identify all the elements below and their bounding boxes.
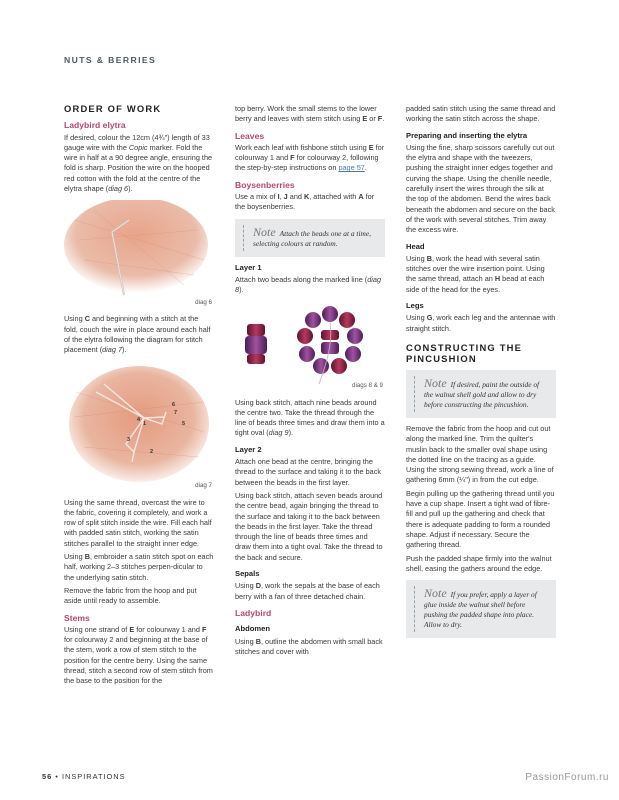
note-label: Note xyxy=(424,375,447,390)
diagrams-8-9-image xyxy=(235,302,385,394)
layer-2-paragraph-1: Attach one bead at the centre, bringing the thread to the surface and taking it to the back between the beads in the first layer. xyxy=(235,457,382,487)
layer-1-heading: Layer 1 xyxy=(235,262,262,272)
column-1 xyxy=(64,104,214,690)
layer-2-paragraph-2: Using back stitch, attach seven beads around the centre bead, again bringing the thread to the surface and taking it to the back between the beads in the first layer. Take the thread through the line of beads three times and draw them into a tight oval. Take the thread to the back and secure. xyxy=(235,490,383,562)
order-of-work-heading: ORDER OF WORK xyxy=(64,103,162,114)
construct-paragraph-1: Remove the fabric from the hoop and cut out along the marked line. Trim the quilter's muslin back to the smaller oval shape using the dotted line on the tracing as a guide. Using the strong sewing thread, work a line of gathering 6mm (¼") in from the cut edge. xyxy=(406,423,554,485)
abdomen-heading: Abdomen xyxy=(235,624,271,634)
leaves-paragraph: Work each leaf with fishbone stitch using E for colourway 1 and F for colourway 2, following the step-by-step instructions on page 57. xyxy=(235,142,385,173)
sepals-paragraph: Using D, work the sepals at the base of each berry with a fan of three detached chain. xyxy=(235,581,380,601)
stems-continued-paragraph: top berry. Work the small stems to the lower berry and leaves with stem stitch using E or F. xyxy=(235,104,385,124)
layer-2-heading: Layer 2 xyxy=(235,444,262,454)
note-paint-shell xyxy=(406,370,556,418)
stems-paragraph: Using one strand of E for colourway 1 and F for colourway 2 and beginning at the base of the stem, work a row of stem stitch to the position for the centre berry. Using the same thread, stitch a second row of stem stitch from the base to the position for the xyxy=(64,624,213,686)
note-text: If you prefer, apply a layer of glue inside the walnut shell before pushing the padded shape into place. Allow to dry. xyxy=(424,590,537,630)
stems-heading: Stems xyxy=(64,612,90,623)
diagrams-8-9 xyxy=(235,302,385,394)
diagram-6-image xyxy=(64,200,214,310)
head-heading: Head xyxy=(406,241,425,251)
boysenberries-paragraph: Use a mix of I, J and K, attached with A for the boysenberries. xyxy=(235,192,375,212)
column-3 xyxy=(406,104,556,644)
page-footer xyxy=(42,772,126,781)
satin-spot-paragraph: Using B, embroider a satin stitch spot on each half, working 2–3 stitches perpen-dicular to the underlying satin stitch. xyxy=(64,552,214,582)
overcast-paragraph: Using the same thread, overcast the wire to the fabric, covering it completely, and work a row of split stitch inside the wire. Fill each half with padded satin stitch, working the satin stitches parallel to the straight inner edge. xyxy=(64,497,212,548)
note-attach-beads xyxy=(235,219,385,257)
footer-separator: • xyxy=(55,772,59,781)
watermark: PassionForum.ru xyxy=(525,772,609,783)
note-text: If desired, paint the outside of the walnut shell gold and allow to dry before constructing the pincushion. xyxy=(424,379,540,409)
diagram-7-number-6: 6 xyxy=(172,401,176,408)
layer-1-paragraph: Attach two beads along the marked line (diag 8). xyxy=(235,274,382,295)
diagram-7-number-2: 2 xyxy=(150,448,154,455)
page-57-link[interactable]: page 57 xyxy=(338,163,365,173)
note-label: Note xyxy=(424,586,447,601)
note-glue xyxy=(406,580,556,638)
diagrams-8-9-caption: diags 8 & 9 xyxy=(352,382,383,390)
ladybird-heading: Ladybird xyxy=(235,607,272,618)
column-2 xyxy=(235,104,385,660)
constructing-heading: CONSTRUCTING THE PINCUSHION xyxy=(406,341,523,364)
diagram-8-beads xyxy=(245,324,267,364)
legs-paragraph: Using G, work each leg and the antennae with straight stitch. xyxy=(406,313,556,333)
diagram-7-image xyxy=(64,362,214,494)
elytra-paragraph: If desired, colour the 12cm (4¾") length of 33 gauge wire with the Copic marker. Fold the wire in half at a 90 degree angle, ensuring the fold is sharp. Position the wire on the hooped red cotton with the fold at the centre of the elytra shape (diag 6). xyxy=(64,132,213,194)
diagram-7-number-3: 3 xyxy=(127,436,131,443)
note-label: Note xyxy=(253,224,276,239)
preparing-elytra-heading: Preparing and inserting the elytra xyxy=(406,130,528,140)
preparing-elytra-paragraph: Using the fine, sharp scissors carefully cut out the elytra and shape with the tweezers, pushing the straight inner edges together and curving the shape. Using the chenille needle, carefully insert the wires through the silk at the top of the abdomen. Bend the wires back beneath the abdomen and secure on the back of the work with several stitches. Trim away the excess wire. xyxy=(406,142,555,235)
leaves-heading: Leaves xyxy=(235,130,265,141)
construct-paragraph-3: Push the padded shape firmly into the walnut shell, easing the gathers around the edge. xyxy=(406,553,552,573)
remove-fabric-paragraph: Remove the fabric from the hoop and put aside until ready to assemble. xyxy=(64,585,197,606)
couch-paragraph: Using C and beginning with a stitch at the fold, couch the wire in place around each half of the elytra following the diagram for stitch placement (diag 7). xyxy=(64,314,211,355)
diagram-7-caption: diag 7 xyxy=(195,482,212,490)
construct-paragraph-2: Begin pulling up the gathering thread until you have a cup shape. Insert a tight wad of fibre-fill and pull up the gathering and check that there is adequate padding to form a rounded shape. Adjust if necessary. Secure the gathering thread. xyxy=(406,488,555,550)
diagram-7-number-7: 7 xyxy=(174,409,178,416)
diagram-7-number-1: 1 xyxy=(143,420,147,427)
legs-heading: Legs xyxy=(406,301,424,311)
running-head: NUTS & BERRIES xyxy=(64,55,157,65)
diagram-7-number-4: 4 xyxy=(137,416,141,423)
footer-section: INSPIRATIONS xyxy=(61,772,126,781)
boysenberries-heading: Boysenberries xyxy=(235,179,295,190)
diagram-6 xyxy=(64,200,214,310)
abdomen-continued-paragraph: padded satin stitch using the same thread and working the satin stitch across the shape. xyxy=(406,104,556,124)
nine-beads-paragraph: Using back stitch, attach nine beads around the centre two. Take the thread through the line of beads three times and draw them into a tight oval (diag 9). xyxy=(235,397,385,438)
note-text: Attach the beads one at a time, selecting colours at random. xyxy=(253,228,372,248)
diagram-6-caption: diag 6 xyxy=(195,299,212,307)
abdomen-paragraph: Using B, outline the abdomen with small back stitches and cover with xyxy=(235,636,383,656)
sepals-heading: Sepals xyxy=(235,569,260,579)
diagram-7-number-5: 5 xyxy=(182,420,186,427)
diagram-7 xyxy=(64,362,214,494)
elytra-heading: Ladybird elytra xyxy=(64,120,126,131)
diagram-9-beads xyxy=(297,306,363,384)
page-number: 56 xyxy=(42,772,53,781)
head-paragraph: Using B, work the head with several satin stitches over the wire insertion point. Using the same thread, attach an H bead at each side of the head for the eyes. xyxy=(406,253,545,294)
